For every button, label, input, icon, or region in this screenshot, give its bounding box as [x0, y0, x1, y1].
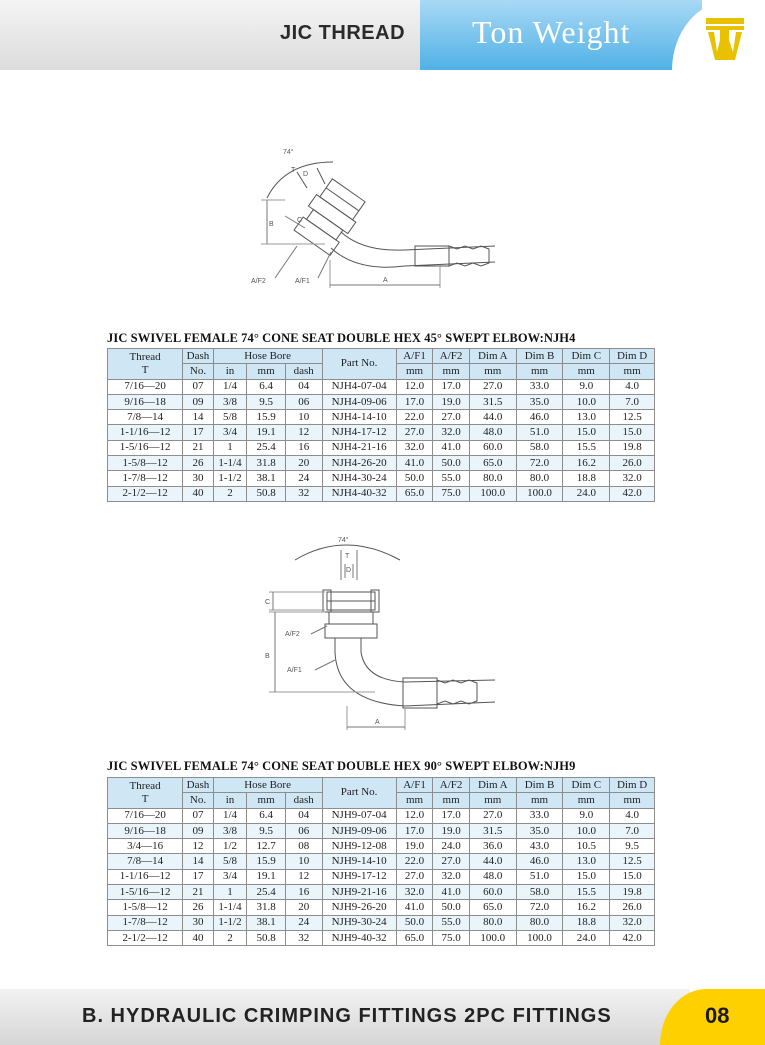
col-dash2: dash [285, 793, 322, 808]
table-cell: 1 [213, 440, 247, 455]
table-cell: 20 [285, 900, 322, 915]
table-row [108, 379, 655, 394]
drawing2-label-af2: A/F2 [285, 631, 300, 638]
unit-af1: mm [396, 364, 433, 379]
table-cell: 41.0 [433, 440, 470, 455]
table-row [108, 823, 655, 838]
unit-dim-c: mm [563, 364, 610, 379]
table-row [108, 900, 655, 915]
table-cell: 7/8—14 [108, 854, 183, 869]
table-cell: NJH9-12-08 [322, 839, 396, 854]
table-cell: 48.0 [469, 425, 516, 440]
table-cell: 43.0 [516, 839, 563, 854]
table-cell: 25.4 [247, 440, 286, 455]
table-cell: 06 [285, 394, 322, 409]
table-cell: 16 [285, 885, 322, 900]
table-cell: 72.0 [516, 900, 563, 915]
table-cell: 1-5/8—12 [108, 456, 183, 471]
table-cell: 55.0 [433, 915, 470, 930]
table-cell: 100.0 [516, 930, 563, 945]
table-row [108, 915, 655, 930]
table-cell: 17 [183, 869, 214, 884]
table-cell: 65.0 [396, 486, 433, 501]
unit-dim-a: mm [469, 364, 516, 379]
table-cell: 26 [183, 456, 214, 471]
table-cell: 51.0 [516, 425, 563, 440]
drawing2-label-b: B [265, 653, 270, 660]
table-cell: 1/4 [213, 808, 247, 823]
unit-af1: mm [396, 793, 433, 808]
table-row [108, 456, 655, 471]
unit-dim-b: mm [516, 793, 563, 808]
table-cell: 38.1 [247, 471, 286, 486]
table-cell: 17.0 [396, 823, 433, 838]
col-af2: A/F2 [433, 778, 470, 793]
table2-title: JIC SWIVEL FEMALE 74° CONE SEAT DOUBLE HEX 90° SWEPT ELBOW:NJH9 [107, 759, 576, 773]
table-cell: 27.0 [433, 854, 470, 869]
page-title: JIC THREAD [280, 22, 406, 44]
table-cell: 27.0 [469, 808, 516, 823]
drawing2-label-d: D [346, 567, 352, 574]
table-cell: 50.0 [433, 900, 470, 915]
table-row [108, 885, 655, 900]
table-cell: 32.0 [610, 915, 655, 930]
table-cell: NJH9-17-12 [322, 869, 396, 884]
table-cell: 10.0 [563, 823, 610, 838]
table-cell: 2 [213, 930, 247, 945]
table-cell: 58.0 [516, 440, 563, 455]
col-dash-no: No. [183, 793, 214, 808]
table-row [108, 486, 655, 501]
table-cell: 33.0 [516, 379, 563, 394]
table-cell: 27.0 [433, 410, 470, 425]
table-cell: 16 [285, 440, 322, 455]
table-cell: 40 [183, 486, 214, 501]
table-cell: 26.0 [610, 900, 655, 915]
table-cell: 17.0 [433, 379, 470, 394]
table-cell: 27.0 [469, 379, 516, 394]
table-cell: 1-5/8—12 [108, 900, 183, 915]
table-cell: 60.0 [469, 885, 516, 900]
table-cell: 09 [183, 394, 214, 409]
table-cell: 1/4 [213, 379, 247, 394]
table-cell: 40 [183, 930, 214, 945]
table-row [108, 839, 655, 854]
table-cell: 10.0 [563, 394, 610, 409]
table-cell: 16.2 [563, 900, 610, 915]
table-cell: 9/16—18 [108, 394, 183, 409]
table-cell: 09 [183, 823, 214, 838]
table-cell: 27.0 [396, 425, 433, 440]
unit-dim-a: mm [469, 793, 516, 808]
table-row [108, 869, 655, 884]
table-cell: 1-1/2 [213, 915, 247, 930]
table-cell: 65.0 [396, 930, 433, 945]
table-cell: 50.0 [433, 456, 470, 471]
table-cell: 24.0 [433, 839, 470, 854]
table-cell: 3/8 [213, 394, 247, 409]
table-cell: 31.8 [247, 900, 286, 915]
table-cell: 80.0 [516, 915, 563, 930]
table-cell: 26.0 [610, 456, 655, 471]
table-cell: 18.8 [563, 471, 610, 486]
table-cell: 6.4 [247, 808, 286, 823]
col-dim-a: Dim A [469, 349, 516, 364]
table-cell: 19.0 [433, 394, 470, 409]
table-row [108, 410, 655, 425]
table-cell: 15.0 [563, 869, 610, 884]
table-cell: 32.0 [610, 471, 655, 486]
table-cell: 75.0 [433, 486, 470, 501]
col-hose-bore: Hose Bore [213, 778, 322, 793]
table-cell: 16.2 [563, 456, 610, 471]
table-cell: 5/8 [213, 854, 247, 869]
table-cell: 36.0 [469, 839, 516, 854]
table-cell: 100.0 [516, 486, 563, 501]
col-dash: Dash [183, 349, 214, 364]
table-cell: 41.0 [433, 885, 470, 900]
table-cell: 15.9 [247, 410, 286, 425]
table-cell: 6.4 [247, 379, 286, 394]
table-cell: 2-1/2—12 [108, 486, 183, 501]
table-cell: 33.0 [516, 808, 563, 823]
table-cell: 07 [183, 379, 214, 394]
table-cell: 27.0 [396, 869, 433, 884]
table-cell: 31.5 [469, 394, 516, 409]
col-mm: mm [247, 364, 286, 379]
table-cell: 72.0 [516, 456, 563, 471]
table-cell: 100.0 [469, 486, 516, 501]
njh4-spec-table [107, 348, 655, 502]
table-row [108, 425, 655, 440]
table-cell: 19.1 [247, 425, 286, 440]
col-af2: A/F2 [433, 349, 470, 364]
table-cell: 06 [285, 823, 322, 838]
table-cell: 12.5 [610, 854, 655, 869]
table-cell: 75.0 [433, 930, 470, 945]
table-cell: 1-7/8—12 [108, 471, 183, 486]
col-dash: Dash [183, 778, 214, 793]
table-row [108, 471, 655, 486]
drawing2-angle-label: 74° [338, 537, 349, 544]
table-cell: NJH4-40-32 [322, 486, 396, 501]
table-cell: 51.0 [516, 869, 563, 884]
table-cell: 12 [285, 869, 322, 884]
table-cell: 30 [183, 915, 214, 930]
table-cell: 2 [213, 486, 247, 501]
page-footer [0, 989, 765, 1045]
table-cell: 24 [285, 915, 322, 930]
table-cell: 7.0 [610, 823, 655, 838]
drawing1-label-d: D [303, 171, 309, 178]
table-cell: 10 [285, 410, 322, 425]
table-cell: 22.0 [396, 410, 433, 425]
col-part-no: Part No. [322, 349, 396, 380]
col-thread: Thread T [108, 778, 183, 809]
table-row [108, 440, 655, 455]
table-cell: 10 [285, 854, 322, 869]
table-cell: 100.0 [469, 930, 516, 945]
table-cell: 3/4 [213, 425, 247, 440]
table-cell: 2-1/2—12 [108, 930, 183, 945]
table-cell: 1-5/16—12 [108, 885, 183, 900]
table-cell: 1 [213, 885, 247, 900]
table-cell: 14 [183, 854, 214, 869]
table-cell: 4.0 [610, 379, 655, 394]
table-cell: NJH9-21-16 [322, 885, 396, 900]
page-number: 08 [705, 1003, 730, 1028]
table-cell: 24.0 [563, 486, 610, 501]
table-cell: 31.8 [247, 456, 286, 471]
unit-dim-d: mm [610, 793, 655, 808]
table-cell: NJH9-07-04 [322, 808, 396, 823]
table-cell: NJH9-14-10 [322, 854, 396, 869]
unit-dim-b: mm [516, 364, 563, 379]
table-cell: 9.5 [610, 839, 655, 854]
table-cell: 9/16—18 [108, 823, 183, 838]
table-row [108, 854, 655, 869]
table-cell: 9.0 [563, 379, 610, 394]
table-cell: 17.0 [396, 394, 433, 409]
table-cell: 13.0 [563, 410, 610, 425]
table-cell: 1-1/16—12 [108, 425, 183, 440]
table-cell: 1/2 [213, 839, 247, 854]
elbow-45-drawing [245, 140, 545, 295]
col-mm: mm [247, 793, 286, 808]
table-cell: 14 [183, 410, 214, 425]
table-cell: 80.0 [469, 471, 516, 486]
table-cell: 15.9 [247, 854, 286, 869]
table-cell: 35.0 [516, 823, 563, 838]
table-cell: NJH4-17-12 [322, 425, 396, 440]
tw-logo-icon [706, 18, 744, 60]
table1-title: JIC SWIVEL FEMALE 74° CONE SEAT DOUBLE HEX 45° SWEPT ELBOW:NJH4 [107, 331, 576, 345]
table-cell: 32.0 [396, 885, 433, 900]
table-cell: 08 [285, 839, 322, 854]
drawing2-label-c: C [265, 599, 271, 606]
col-dim-d: Dim D [610, 349, 655, 364]
table-cell: 17.0 [433, 808, 470, 823]
drawing1-label-t: T [291, 167, 296, 174]
table-cell: 32.0 [433, 869, 470, 884]
table-cell: 35.0 [516, 394, 563, 409]
brand-name: Ton Weight [472, 14, 631, 50]
unit-dim-c: mm [563, 793, 610, 808]
table-cell: 19.0 [433, 823, 470, 838]
table-cell: 19.8 [610, 440, 655, 455]
table-cell: 12.0 [396, 379, 433, 394]
col-dim-c: Dim C [563, 349, 610, 364]
table-cell: 30 [183, 471, 214, 486]
table-cell: 5/8 [213, 410, 247, 425]
table-cell: 10.5 [563, 839, 610, 854]
table-row [108, 930, 655, 945]
table-cell: 18.8 [563, 915, 610, 930]
elbow-90-drawing [255, 530, 515, 735]
col-part-no: Part No. [322, 778, 396, 809]
table-cell: NJH4-26-20 [322, 456, 396, 471]
table-cell: 1-1/2 [213, 471, 247, 486]
table-cell: 26 [183, 900, 214, 915]
drawing2-label-t: T [345, 553, 350, 560]
table-cell: 15.0 [610, 425, 655, 440]
table-cell: 20 [285, 456, 322, 471]
table-cell: 7/16—20 [108, 379, 183, 394]
table-cell: 3/4 [213, 869, 247, 884]
table-cell: 32.0 [433, 425, 470, 440]
table-cell: NJH4-07-04 [322, 379, 396, 394]
table-cell: 4.0 [610, 808, 655, 823]
table-cell: 19.0 [396, 839, 433, 854]
table-cell: 1-1/16—12 [108, 869, 183, 884]
table-cell: 07 [183, 808, 214, 823]
col-dim-b: Dim B [516, 778, 563, 793]
table-cell: NJH9-26-20 [322, 900, 396, 915]
table-cell: 80.0 [516, 471, 563, 486]
drawing1-angle-label: 74° [283, 149, 294, 156]
table-row [108, 808, 655, 823]
table-cell: 55.0 [433, 471, 470, 486]
table-cell: 7/16—20 [108, 808, 183, 823]
col-dim-a: Dim A [469, 778, 516, 793]
table-cell: 65.0 [469, 900, 516, 915]
table-cell: 44.0 [469, 410, 516, 425]
table-cell: 15.0 [610, 869, 655, 884]
col-thread: Thread T [108, 349, 183, 380]
table-cell: 19.1 [247, 869, 286, 884]
table-cell: 9.5 [247, 823, 286, 838]
table-cell: 3/4—16 [108, 839, 183, 854]
table-cell: 1-1/4 [213, 456, 247, 471]
table-cell: 32.0 [396, 440, 433, 455]
table-cell: 46.0 [516, 410, 563, 425]
unit-dim-d: mm [610, 364, 655, 379]
table-cell: 41.0 [396, 900, 433, 915]
table-cell: 58.0 [516, 885, 563, 900]
table-cell: 12.0 [396, 808, 433, 823]
table-cell: NJH4-09-06 [322, 394, 396, 409]
table-cell: 04 [285, 379, 322, 394]
table-cell: 12.5 [610, 410, 655, 425]
table-cell: 60.0 [469, 440, 516, 455]
drawing2-label-af1: A/F1 [287, 667, 302, 674]
table-cell: NJH4-21-16 [322, 440, 396, 455]
table-cell: 17 [183, 425, 214, 440]
table-cell: 12 [183, 839, 214, 854]
drawing2-label-a: A [375, 719, 380, 726]
table-cell: 42.0 [610, 930, 655, 945]
table-cell: 41.0 [396, 456, 433, 471]
table-cell: 15.5 [563, 440, 610, 455]
table-cell: NJH9-40-32 [322, 930, 396, 945]
drawing1-label-af2: A/F2 [251, 278, 266, 285]
drawing1-label-c: C [297, 217, 303, 224]
table-cell: 1-5/16—12 [108, 440, 183, 455]
table-cell: 42.0 [610, 486, 655, 501]
table-cell: 1-7/8—12 [108, 915, 183, 930]
table-cell: 7/8—14 [108, 410, 183, 425]
table-cell: 21 [183, 440, 214, 455]
table-cell: NJH4-30-24 [322, 471, 396, 486]
table-row [108, 394, 655, 409]
page-header [0, 0, 765, 70]
col-dim-b: Dim B [516, 349, 563, 364]
col-in: in [213, 364, 247, 379]
table-cell: 9.0 [563, 808, 610, 823]
col-af1: A/F1 [396, 778, 433, 793]
table-cell: 46.0 [516, 854, 563, 869]
table-cell: 48.0 [469, 869, 516, 884]
table-cell: 12 [285, 425, 322, 440]
table-cell: 31.5 [469, 823, 516, 838]
table-cell: 50.8 [247, 486, 286, 501]
drawing1-label-b: B [269, 221, 274, 228]
col-af1: A/F1 [396, 349, 433, 364]
table-cell: 21 [183, 885, 214, 900]
table-cell: NJH4-14-10 [322, 410, 396, 425]
table-cell: 19.8 [610, 885, 655, 900]
table-cell: 22.0 [396, 854, 433, 869]
table-cell: 50.8 [247, 930, 286, 945]
col-dash-no: No. [183, 364, 214, 379]
table-cell: 7.0 [610, 394, 655, 409]
table-cell: 9.5 [247, 394, 286, 409]
col-dim-c: Dim C [563, 778, 610, 793]
table-cell: 50.0 [396, 471, 433, 486]
drawing1-label-af1: A/F1 [295, 278, 310, 285]
table-cell: 15.5 [563, 885, 610, 900]
table-cell: 04 [285, 808, 322, 823]
table-cell: 12.7 [247, 839, 286, 854]
njh9-spec-table [107, 777, 655, 946]
unit-af2: mm [433, 793, 470, 808]
col-dim-d: Dim D [610, 778, 655, 793]
table-cell: 24 [285, 471, 322, 486]
table-cell: 44.0 [469, 854, 516, 869]
col-hose-bore: Hose Bore [213, 349, 322, 364]
table-cell: 3/8 [213, 823, 247, 838]
table-cell: 65.0 [469, 456, 516, 471]
table-cell: NJH9-30-24 [322, 915, 396, 930]
table-cell: 32 [285, 930, 322, 945]
table-cell: NJH9-09-06 [322, 823, 396, 838]
table-cell: 15.0 [563, 425, 610, 440]
col-dash2: dash [285, 364, 322, 379]
unit-af2: mm [433, 364, 470, 379]
table-cell: 25.4 [247, 885, 286, 900]
table-cell: 13.0 [563, 854, 610, 869]
table-cell: 1-1/4 [213, 900, 247, 915]
table-cell: 32 [285, 486, 322, 501]
table-cell: 50.0 [396, 915, 433, 930]
table-cell: 80.0 [469, 915, 516, 930]
table-cell: 24.0 [563, 930, 610, 945]
table-cell: 38.1 [247, 915, 286, 930]
drawing1-label-a: A [383, 277, 388, 284]
footer-section-title: B. HYDRAULIC CRIMPING FITTINGS 2PC FITTINGS [82, 1005, 612, 1027]
col-in: in [213, 793, 247, 808]
